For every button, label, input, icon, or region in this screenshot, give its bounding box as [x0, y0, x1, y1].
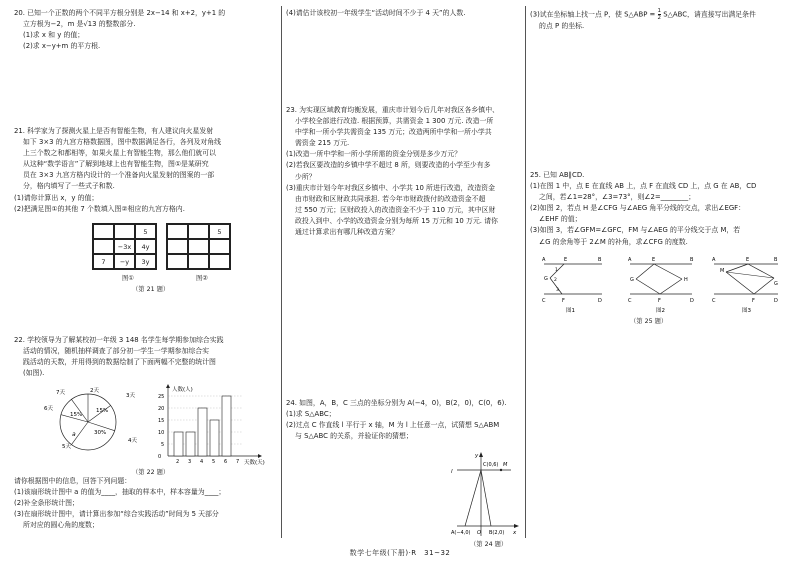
bar-3	[186, 432, 195, 456]
svg-text:G: G	[630, 277, 634, 283]
grid-cell	[93, 239, 114, 254]
bar-xtick: 3	[188, 459, 192, 465]
svg-text:F: F	[752, 298, 755, 304]
q23-line: (2)若我区要改造的乡镇中学不超过 8 所，则要改造的小学至少有多	[286, 161, 491, 170]
question-22-subparts	[14, 476, 276, 531]
bar-ytick: 15	[158, 418, 165, 424]
q21-line: 21. 科学家为了探测火星上是否有智能生物，有人建议向火星发射	[14, 127, 214, 135]
svg-text:D: D	[774, 298, 778, 304]
pie-label: 2天	[90, 388, 99, 394]
q24-line: 24. 如图，A，B，C 三点的坐标分别为 A(−4，0)，B(2，0)，C(0，6).	[286, 399, 507, 407]
svg-text:D: D	[598, 298, 602, 304]
magic-square-2	[166, 223, 231, 270]
q25-line: 25. 已知 AB∥CD.	[530, 171, 585, 179]
svg-text:G: G	[774, 281, 778, 287]
grid-cell	[188, 239, 209, 254]
svg-text:C: C	[712, 298, 716, 304]
q25-line: (2)如图 2，若点 H 是∠CFG 与∠AEG 角平分线的交点，求出∠EGF：	[530, 204, 746, 213]
q22-line: (如图).	[23, 369, 45, 378]
bar-5	[210, 420, 219, 456]
q23-line: 小学校全部进行改造. 根据预算，共需资金 1 300 万元. 改造一所	[295, 117, 494, 126]
svg-text:1: 1	[555, 268, 558, 273]
axis-label-y: y	[475, 453, 479, 459]
svg-text:E: E	[564, 257, 568, 263]
pie-label: 7天	[56, 390, 65, 396]
bar-chart	[154, 384, 276, 466]
q20-line: (1)求 x 和 y 的值；	[23, 31, 85, 40]
grid-cell	[114, 224, 135, 239]
q24-line: 的点 P 的坐标.	[539, 22, 585, 30]
svg-text:A: A	[542, 257, 546, 263]
q22-line: (4)请估计该校初一年级学生“活动时间不少于 4 天”的人数.	[286, 9, 466, 17]
q24-line-b: S△ABC，请直接写出满足条件	[663, 10, 756, 19]
grid-cell: 5	[135, 224, 156, 239]
figure-caption: （第 22 题）	[132, 469, 170, 476]
figure-label: 图2	[656, 308, 665, 314]
svg-text:G: G	[544, 276, 548, 282]
svg-text:F: F	[562, 298, 565, 304]
q21-line: (1)请你计算出 x，y 的值；	[14, 193, 99, 202]
q22-line: 践活动的天数，并用得到的数据绘制了下面两幅不完整的统计图	[23, 358, 216, 367]
figure-caption: （第 21 题）	[132, 286, 170, 293]
grid-cell: 4y	[135, 239, 156, 254]
coordinate-figure	[451, 448, 521, 538]
q21-line: 如下 3×3 的九宫方格数据图，图中数据满足各行，各列及对角线	[23, 138, 222, 147]
q22-line: 22. 学校领导为了解某校初一年级 3 148 名学生每学期参加综合实践	[14, 336, 224, 344]
grid-cell: 5	[209, 224, 230, 239]
svg-text:B: B	[690, 257, 694, 263]
q22-line: (3)在扇形统计图中，请计算出参加“综合实践活动”时间为 5 天部分	[14, 510, 219, 519]
question-22-part4	[286, 8, 520, 19]
axis-label-x: x	[513, 530, 517, 536]
q21-line: 员在 3×3 九宫方格内设计的一个准备向火星发射的图案的一部	[23, 171, 215, 180]
svg-text:F: F	[658, 298, 661, 304]
bar-2	[174, 432, 183, 456]
grid-cell	[188, 224, 209, 239]
bar-ytick: 25	[158, 394, 165, 400]
grid-cell	[167, 239, 188, 254]
pie-percent: a	[72, 431, 76, 438]
page-footer: 数学七年级(下册)·R 31~32	[349, 549, 451, 557]
q25-line: ∠G 的余角等于 2∠M 的补角，求∠CFG 的度数.	[539, 237, 688, 246]
q24-line-a: (3)试在坐标轴上找一点 P，使 S△ABP =	[530, 10, 656, 19]
pie-chart	[36, 384, 146, 464]
q23-line: 中学和一所小学共需资金 135 万元；改造两所中学和一所小学共	[295, 128, 492, 137]
bar-ylabel: 人数(人)	[172, 387, 193, 393]
grid-cell	[188, 254, 209, 269]
bar-ytick: 0	[158, 454, 162, 460]
grid-cell: −y	[114, 254, 135, 269]
q23-line: 少所？	[295, 172, 316, 181]
figure-caption: （第 24 题）	[470, 541, 508, 548]
q25-line: 之间，若∠1=28°，∠3=73°，则∠2=________；	[539, 193, 696, 202]
grid-cell	[93, 224, 114, 239]
q20-line: (2)求 x−y+m 的平方根.	[23, 42, 101, 51]
q23-line: 政投入到中、小学的改造资金分别为每所 15 万元和 10 万元. 请你	[295, 216, 498, 225]
question-20	[14, 8, 276, 52]
bar-xtick: 6	[224, 459, 228, 465]
question-24	[286, 398, 520, 442]
grid-cell	[209, 239, 230, 254]
pie-percent: 30%	[94, 430, 107, 436]
svg-text:C: C	[628, 298, 632, 304]
svg-text:D: D	[690, 298, 694, 304]
figure-label: 图②	[196, 275, 208, 282]
bar-xtick: 5	[212, 459, 216, 465]
svg-text:A: A	[628, 257, 632, 263]
bar-xtick: 2	[176, 459, 180, 465]
q20-line: 20. 已知一个正数的两个不同平方根分别是 2x−14 和 x+2，y+1 的	[14, 9, 226, 17]
column-3	[530, 8, 788, 536]
q21-line: 从这种“数学语言”了解到地球上也有智能生物，图①是某研究	[23, 160, 209, 169]
grid-cell	[167, 224, 188, 239]
pie-percent: 15%	[70, 412, 83, 418]
parallel-lines-figures	[542, 252, 782, 314]
point-a-label: A(−4,0)	[451, 530, 471, 536]
svg-text:H: H	[684, 277, 688, 283]
q21-line: 上三个数之和都相等，如果火星上有智能生物，那么他们就可以	[23, 149, 216, 158]
pie-label: 3天	[126, 393, 135, 399]
svg-text:2: 2	[554, 278, 557, 283]
svg-text:B: B	[774, 257, 778, 263]
bar-xlabel: 天数(天)	[244, 460, 265, 466]
magic-square-1	[92, 223, 157, 270]
q25-line: ∠EHF 的值；	[539, 215, 582, 224]
q24-line: (1)求 S△ABC；	[286, 410, 336, 419]
q22-line: 所对应的圆心角的度数；	[23, 521, 99, 530]
bar-6	[222, 396, 231, 456]
q24-line: 与 S△ABC 的关系，并验证你的猜想；	[295, 432, 413, 441]
q23-line: (1)改造一所中学和一所小学所需的资金分别是多少万元？	[286, 150, 462, 159]
svg-text:C: C	[542, 298, 546, 304]
column-divider	[281, 6, 282, 538]
svg-text:E: E	[746, 257, 750, 263]
bar-ytick: 5	[161, 442, 165, 448]
q23-line: 23. 为实现区域教育均衡发展，重庆市计划今后几年对我区各乡镇中、	[286, 106, 499, 114]
q22-line: 活动的情况，随机抽样调查了部分初一学生一学期参加综合实	[23, 347, 210, 356]
q23-line: 由市财政和区财政共同承担. 若今年市财政拨付的改造资金不超	[295, 194, 486, 203]
grid-cell: 7	[93, 254, 114, 269]
svg-text:B: B	[598, 257, 602, 263]
q20-line: 立方根为−2，m 是√13 的整数部分.	[23, 20, 136, 29]
q25-line: (1)在图 1 中，点 E 在直线 AB 上，点 F 在直线 CD 上，点 G 在 AB，CD	[530, 182, 757, 191]
point-c-label: C(0,6)	[483, 462, 499, 468]
point-m-label: M	[503, 462, 508, 468]
origin-label: O	[477, 530, 481, 536]
figure-label: 图1	[566, 308, 575, 314]
svg-text:3: 3	[556, 288, 559, 293]
column-2	[286, 8, 520, 548]
grid-cell: −3x	[114, 239, 135, 254]
q23-line: 通过计算求出有哪几种改造方案？	[295, 228, 399, 237]
pie-label: 4天	[128, 438, 137, 444]
q23-line: 过 550 万元；区财政投入的改造资金不少于 110 万元，其中区财	[295, 205, 496, 214]
bar-ytick: 20	[158, 406, 165, 412]
q24-line	[530, 8, 788, 21]
grid-cell	[167, 254, 188, 269]
question-25	[530, 170, 788, 248]
figure-caption: （第 25 题）	[630, 318, 668, 325]
bar-ytick: 10	[158, 430, 165, 436]
column-divider	[525, 6, 526, 538]
bar-xtick: 7	[236, 459, 240, 465]
line-l-label: l	[451, 469, 453, 475]
q22-line: (2)补全条形统计图；	[14, 499, 79, 508]
pie-percent: 15%	[96, 408, 109, 414]
svg-text:A: A	[712, 257, 716, 263]
question-22	[14, 335, 276, 379]
q24-line: (2)过点 C 作直线 l 平行于 x 轴，M 为 l 上任意一点，试猜想 S△ABM	[286, 421, 500, 430]
question-23	[286, 105, 520, 238]
bar-xtick: 4	[200, 459, 204, 465]
point-b-label: B(2,0)	[489, 530, 505, 536]
q25-line: (3)如图 3，若∠GFM=∠GFC，FM 与∠AEG 的平分线交于点 M，若	[530, 226, 741, 235]
grid-cell	[209, 254, 230, 269]
q22-line: 请你根据图中的信息，回答下列问题：	[14, 477, 132, 485]
grid-cell: 3y	[135, 254, 156, 269]
fraction-numerator: 1	[657, 8, 662, 14]
fraction-denominator: 2	[657, 15, 662, 21]
bar-4	[198, 408, 207, 456]
q22-line: (1)该扇形统计图中 a 的值为____，抽取的样本中，样本容量为____；	[14, 488, 226, 497]
fraction	[658, 8, 662, 21]
svg-text:E: E	[652, 257, 656, 263]
figure-label: 图①	[122, 275, 134, 282]
q21-line: (2)把满足图①的其他 7 个数填入图②相应的九宫方格内.	[14, 204, 185, 213]
q21-line: 分，格内填写了一些式子和数.	[23, 182, 115, 191]
pie-label: 5天	[62, 444, 71, 450]
question-21	[14, 126, 276, 215]
question-24-part3	[530, 8, 788, 32]
pie-label: 6天	[44, 406, 53, 412]
q23-line: 需资金 215 万元.	[295, 139, 350, 148]
figure-label: 图3	[742, 308, 751, 314]
q23-line: (3)重庆市计划今年对我区乡镇中、小学共 10 所进行改造，改造资金	[286, 183, 495, 192]
svg-text:M: M	[720, 268, 725, 274]
column-1	[14, 8, 276, 536]
